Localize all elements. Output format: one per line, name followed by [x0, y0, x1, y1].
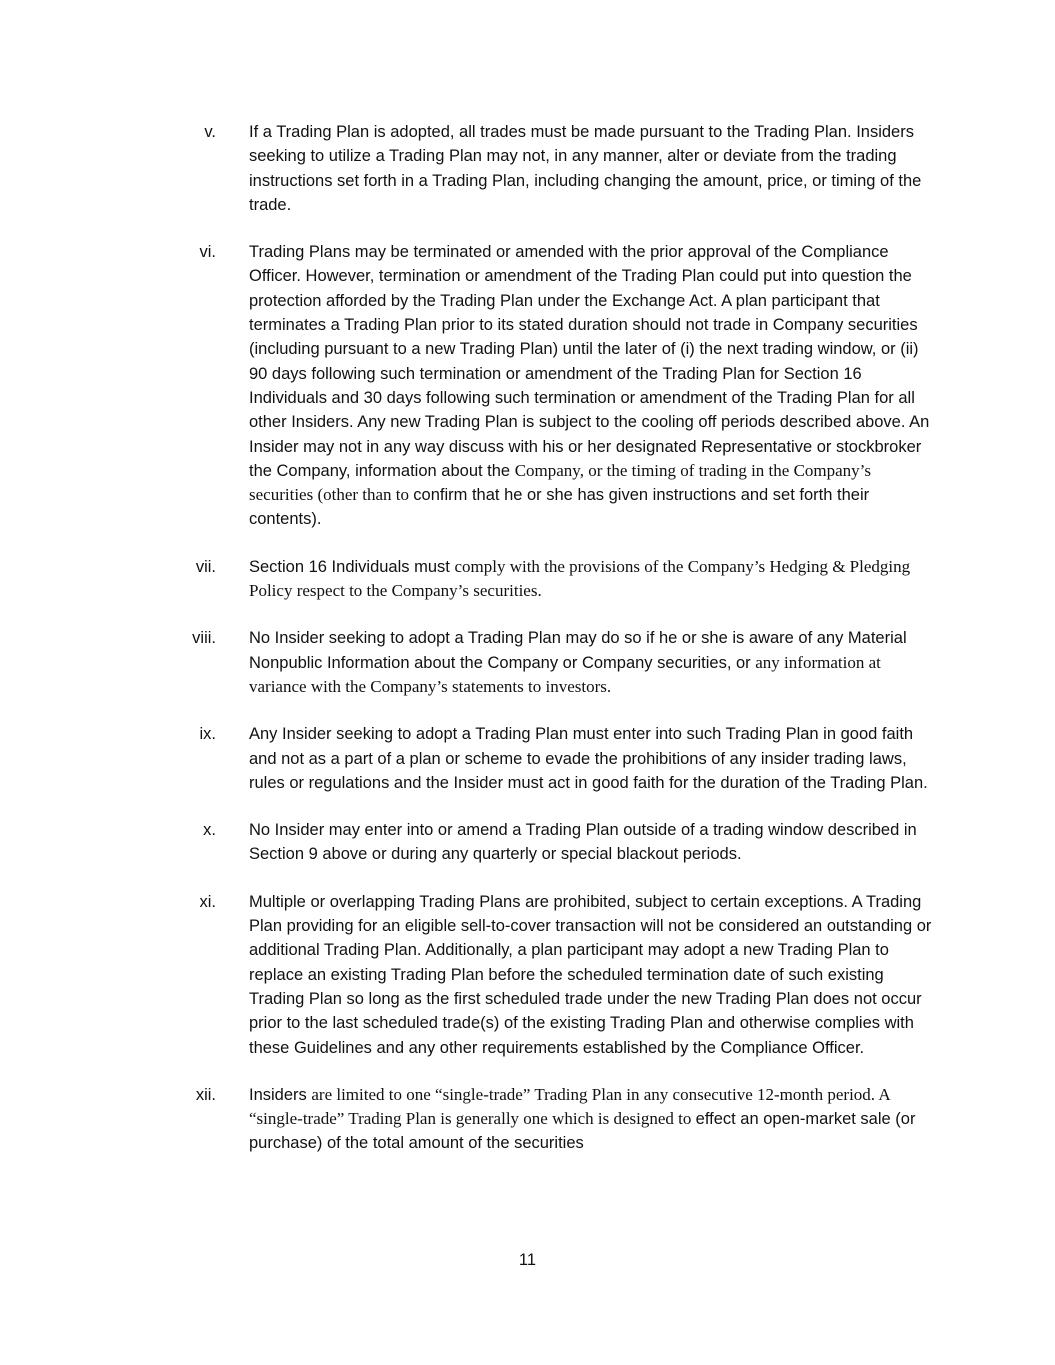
- clause-item: [0, 1083, 1055, 1156]
- clause-text: [249, 240, 937, 532]
- page-number: 11: [518, 1251, 537, 1269]
- clause-item: [0, 120, 1055, 217]
- clause-text: [249, 626, 937, 699]
- text-segment: Any Insider seeking to adopt a Trading Plan must enter into such Trading Plan in good faith and not as a part of a plan or scheme to evade the prohibitions of any insider trading laws, rules or regulations and the Insider must act in good faith for the duration of the Trading Plan.: [249, 725, 928, 792]
- text-segment: any information at variance with the Company’s statements to investors.: [249, 652, 881, 696]
- clause-marker: vii.: [195, 557, 216, 576]
- text-segment: Trading Plans may be terminated or amended with the prior approval of the Compliance Officer. However, termination or amendment of the Trading Plan could put into question the protection afforded by the Trading Plan under the Exchange Act. A plan participant that terminates a Trading Plan prior to its stated duration should not trade in Company securities (including pursuant to a new Trading Plan) until the later of (i) the next trading window, or (ii) 90 days following such termination or amendment of the Trading Plan for Section 16 Individuals and 30 days following such termination or amendment of the Trading Plan for all other Insiders. Any new Trading Plan is subject to the cooling off periods described above. An Insider may not in any way discuss with his or her designated Representative or stockbroker the Company, information about the: [249, 243, 930, 480]
- text-segment: Section 16 Individuals must: [249, 557, 455, 576]
- text-segment: Insiders: [249, 1085, 312, 1104]
- clause-text: [249, 890, 937, 1060]
- clause-item: [0, 818, 1055, 867]
- text-segment: are limited to one “single-trade” Trading Plan in any consecutive 12-month period. A “single-trade” Trading Plan is generally one which is designed to: [249, 1084, 890, 1129]
- clause-text: [249, 555, 937, 604]
- clause-text: [249, 722, 937, 795]
- clause-text: [249, 1083, 937, 1156]
- text-segment: comply with the provisions of the Company’s Hedging & Pledging Policy respect to the Company’s securities.: [249, 556, 911, 601]
- clause-item: [0, 555, 1055, 604]
- clause-list: [0, 120, 1055, 1179]
- clause-marker: xi.: [199, 892, 216, 911]
- clause-text: [249, 818, 937, 867]
- clause-item: [0, 890, 1055, 1060]
- clause-text: [249, 120, 937, 217]
- clause-marker: xii.: [195, 1085, 216, 1104]
- text-segment: If a Trading Plan is adopted, all trades must be made pursuant to the Trading Plan. Insiders seeking to utilize a Trading Plan may not, in any manner, alter or deviate from the trading instructions set forth in a Trading Plan, including changing the amount, price, or timing of the trade.: [249, 123, 922, 214]
- text-segment: confirm that he or she has given instructions and set forth their contents).: [249, 486, 870, 529]
- clause-item: [0, 626, 1055, 699]
- clause-marker: x.: [203, 821, 216, 840]
- clause-marker: vi.: [199, 243, 216, 262]
- clause-marker: ix.: [199, 725, 216, 744]
- clause-marker: viii.: [192, 629, 216, 648]
- text-segment: Multiple or overlapping Trading Plans are prohibited, subject to certain exceptions. A Trading Plan providing for an eligible sell-to-cover transaction will not be considered an outstanding or additional Trading Plan. Additionally, a plan participant may adopt a new Trading Plan to replace an existing Trading Plan before the scheduled termination date of such existing Trading Plan so long as the first scheduled trade under the new Trading Plan does not occur prior to the last scheduled trade(s) of the existing Trading Plan and otherwise complies with these Guidelines and any other requirements established by the Compliance Officer.: [249, 892, 932, 1057]
- text-segment: No Insider seeking to adopt a Trading Plan may do so if he or she is aware of any Material Nonpublic Information about the Company or Company securities, or: [249, 629, 907, 672]
- text-segment: No Insider may enter into or amend a Trading Plan outside of a trading window described in Section 9 above or during any quarterly or special blackout periods.: [249, 821, 917, 864]
- text-segment: effect an open-market sale (or purchase) of the total amount of the securities: [249, 1110, 916, 1153]
- text-segment: Company, or the timing of trading in the Company’s securities (other than to: [249, 460, 872, 505]
- clause-item: [0, 722, 1055, 795]
- clause-marker: v.: [204, 123, 216, 141]
- clause-item: [0, 240, 1055, 532]
